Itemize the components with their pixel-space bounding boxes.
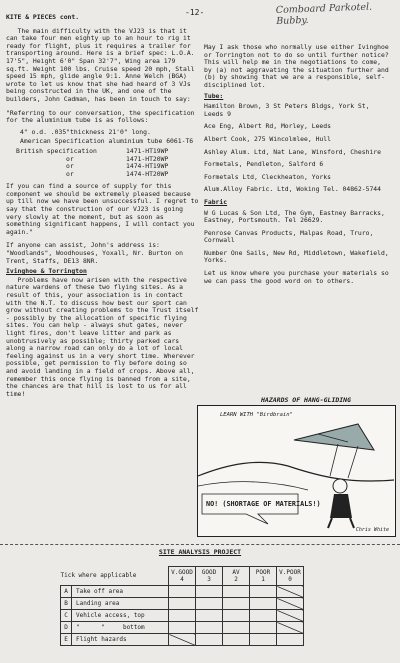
row-label: " " bottom [72, 622, 169, 634]
spec-row: or 1471-HT20WP [66, 154, 169, 163]
column-header: GOOD 3 [196, 567, 223, 586]
fabric-heading: Fabric [204, 197, 228, 206]
rating-cell-disabled [277, 598, 304, 610]
row-letter: C [61, 610, 72, 622]
rating-checkbox[interactable] [277, 634, 304, 646]
tube-address: Formetals Ltd, Cleckheaton, Yorks [204, 172, 331, 181]
tube-heading: Tube: [204, 91, 224, 100]
ivinghoe-paragraph: Problems have now arisen with the respective nature wardens of these two flying sites. As a result of this, your association is in contact with the N.T. to discuss how best our sport can grow without creating problems to the Trust itself - possibly by the allocation of specific flying sites. You can help - always shut gates, never light fires, don't leave litter and park as unobtrusively as possible; thirty parked cars along a narrow road can only do a lot of local feeling against us in a very short time. Wherever possible, get permission to fly before doing so and avoid landing in a field of crops. Above all, remember this once flying is banned from a site, the chances are that hill is lost to us for all time! [6, 275, 203, 398]
address-paragraph: If anyone can assist, John's address is: "Woodlands", Woodhouses, Yoxall, Nr. Burton on Trent, Staffs, DE13 8NR. [6, 241, 187, 265]
rating-cell-disabled [277, 610, 304, 622]
left-column [6, 13, 203, 404]
spec-row: or 1474-HT20WP [66, 169, 169, 178]
rating-checkbox[interactable] [196, 598, 223, 610]
rating-checkbox[interactable] [250, 634, 277, 646]
cartoon-credit: Chris White [355, 527, 389, 533]
tick-label: Tick where applicable [60, 572, 137, 580]
rating-cell-disabled [169, 634, 196, 646]
spec-line: 4" o.d. .035"thickness 21'0" long. [20, 127, 151, 136]
rating-checkbox[interactable] [223, 634, 250, 646]
row-label: Vehicle access, top [72, 610, 169, 622]
spec-american: American Specification aluminium tube 6061-T6 [20, 137, 194, 146]
tube-address: Ashley Alum. Ltd, Nat Lane, Winsford, Cheshire [204, 147, 381, 156]
spec-table [6, 148, 200, 178]
rating-checkbox[interactable] [196, 622, 223, 634]
rating-cell-disabled [277, 586, 304, 598]
rating-checkbox[interactable] [250, 598, 277, 610]
rating-checkbox[interactable] [169, 622, 196, 634]
row-letter: B [61, 598, 72, 610]
table-row [61, 610, 304, 622]
quote-paragraph: "Referring to our conversation, the specification for the aluminium tube is as follows: [6, 108, 199, 125]
rating-checkbox[interactable] [196, 610, 223, 622]
cartoon-title: HAZARDS OF HANG-GLIDING [258, 396, 354, 404]
tube-address: Alum.Alloy Fabric. Ltd, Woking Tel. 04862-5744 [204, 185, 381, 194]
rating-checkbox[interactable] [250, 622, 277, 634]
rating-checkbox[interactable] [250, 610, 277, 622]
section-heading: KITE & PIECES cont. [6, 13, 80, 21]
rating-checkbox[interactable] [169, 586, 196, 598]
sub-heading: Ivinghoe & Torrington [6, 267, 87, 276]
column-header: V.GOOD 4 [169, 567, 196, 586]
row-label: Flight hazards [72, 634, 169, 646]
rating-checkbox[interactable] [250, 586, 277, 598]
fabric-address: W G Lucas & Son Ltd, The Gym, Eastney Barracks, Eastney, Portsmouth. Tel 26629. [204, 208, 389, 225]
rating-checkbox[interactable] [223, 610, 250, 622]
rating-checkbox[interactable] [223, 622, 250, 634]
row-letter: D [61, 622, 72, 634]
page-number: -12- [185, 8, 205, 17]
column-header: V.POOR 0 [277, 567, 304, 586]
rating-checkbox[interactable] [196, 586, 223, 598]
table-row [61, 586, 304, 598]
handwritten-note: Comboard Parkotel. Bubby. [275, 1, 373, 27]
spec-row: or 1474-HT19WP [66, 162, 169, 171]
table-header-row [61, 567, 304, 586]
supply-paragraph: If you can find a source of supply for this component we should be extremely pleased because up till now we have been unsuccessful. I regret to say that the construction of our VJ23 is going very slowly at the moment, but as soon as something significant happens, I will contact you again." [6, 182, 203, 236]
tube-address: Albert Cook, 275 Wincolmlee, Hull [204, 134, 331, 143]
rating-checkbox[interactable] [223, 586, 250, 598]
right-column [204, 44, 392, 291]
cartoon-subtitle: LEARN WITH "Birdbrain" [220, 412, 293, 418]
rating-cell-disabled [277, 622, 304, 634]
fabric-address: Number One Sails, New Rd, Middletown, Wakefield, Yorks. [204, 248, 393, 265]
row-letter: A [61, 586, 72, 598]
table-row [61, 634, 304, 646]
tube-address: Hamilton Brown, 3 St Peters Bldgs, York St, Leeds 9 [204, 102, 374, 118]
rating-checkbox[interactable] [169, 598, 196, 610]
fabric-address: Penrose Canvas Products, Malpas Road, Truro, Cornwall [204, 228, 378, 245]
cartoon-caption: NO! (SHORTAGE OF MATERIALS!) [206, 500, 321, 508]
intro-paragraph: May I ask those who normally use either Ivinghoe or Torrington not to do so until further notice? This will help me in the negotiations to come, by (a) not aggravating the situation further and (b) by showing that we are a responsible, self-disciplined lot. [204, 43, 393, 89]
table-row [61, 622, 304, 634]
outro-paragraph: Let us know where you purchase your materials so we can pass the good word on to others. [204, 269, 393, 285]
vj23-paragraph: The main difficulty with the VJ23 is that it can take four men eighty up to an hour to rig it ready for flight, plus it requires a trailer for transporting around. Here is a brief spec: L.O.A. 17'5", Height 6'0" Span 32'7", Wing area 179 sq.ft. Weight 100 lbs. Cruise speed 20 mph, Stall speed 15 mph, glide angle 9:1. Anne Welch (BGA) wrote to let us know that she had heard of 3 VJs being constructed in the UK, and one of the builders, John Cadman, has been in touch to say: [6, 26, 199, 103]
rating-checkbox[interactable] [169, 610, 196, 622]
spec-row: British specification 1471-HT19WP [16, 146, 169, 155]
hang-glider-illustration [198, 406, 394, 536]
tube-address: Formetals, Pendleton, Salford 6 [204, 160, 324, 169]
row-label: Landing area [72, 598, 169, 610]
tube-address: Ace Eng, Albert Rd, Morley, Leeds [204, 122, 331, 131]
column-header: AV 2 [223, 567, 250, 586]
table-row [61, 598, 304, 610]
survey-title: SITE ANALYSIS PROJECT [158, 548, 242, 556]
row-letter: E [61, 634, 72, 646]
rating-checkbox[interactable] [196, 634, 223, 646]
column-header: POOR 1 [250, 567, 277, 586]
site-analysis-table [60, 566, 304, 646]
rating-checkbox[interactable] [223, 598, 250, 610]
tick-label-cell [61, 567, 169, 586]
cartoon-panel [197, 396, 396, 537]
cut-line-divider [0, 544, 400, 545]
row-label: Take off area [72, 586, 169, 598]
